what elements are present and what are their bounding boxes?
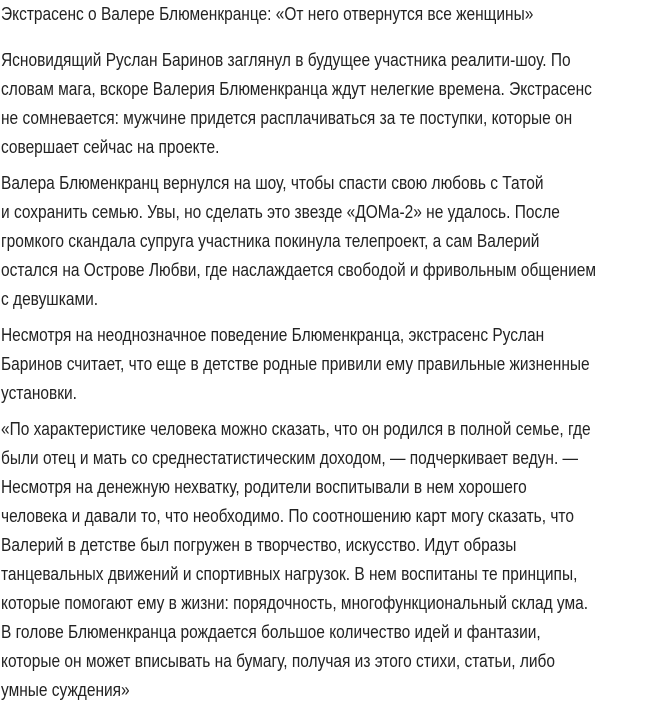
paragraph-line: с девушками. (1, 289, 99, 309)
paragraph-line: В голове Блюменкранца рождается большое количество идей и фантазии, (1, 622, 541, 642)
paragraph-line: Баринов считает, что еще в детстве родные привили ему правильные жизненные (1, 354, 590, 374)
paragraph-line: и сохранить семью. Увы, но сделать это звезде «ДОМа-2» не удалось. После (1, 202, 560, 222)
paragraph-line: не сомневается: мужчине придется расплачиваться за те поступки, которые он (1, 108, 573, 128)
paragraph-line: были отец и мать со среднестатистическим доходом, — подчеркивает ведун. — (1, 448, 579, 468)
paragraph-line: которые он может вписывать на бумагу, получая из этого стихи, статьи, либо (1, 651, 555, 671)
paragraph-line: громкого скандала супруга участника покинула телепроект, а сам Валерий (1, 231, 540, 251)
paragraph-line: совершает сейчас на проекте. (1, 137, 220, 157)
paragraph-line: танцевальных движений и спортивных нагрузок. В нем воспитаны те принципы, (1, 564, 578, 584)
paragraph-line: остался на Острове Любви, где наслаждается свободой и фривольным общением (1, 260, 597, 280)
paragraph-line: Валера Блюменкранц вернулся на шоу, чтобы спасти свою любовь с Татой (1, 173, 544, 193)
paragraph-line: умные суждения» (1, 680, 130, 700)
paragraph-line: Валерий в детстве был погружен в творчество, искусство. Идут образы (1, 535, 517, 555)
paragraph-line: Несмотря на неоднозначное поведение Блюменкранца, экстрасенс Руслан (1, 325, 545, 345)
paragraph-line: Несмотря на денежную нехватку, родители воспитывали в нем хорошего (1, 477, 527, 497)
paragraph-line: словам мага, вскоре Валерия Блюменкранца ждут нелегкие времена. Экстрасенс (1, 79, 592, 99)
paragraph-line: «По характеристике человека можно сказать, что он родился в полной семье, где (1, 419, 591, 439)
paragraph-line: установки. (1, 383, 77, 403)
article-title: Экстрасенс о Валере Блюменкранце: «От него отвернутся все женщины» (1, 4, 534, 24)
paragraph-line: которые помогают ему в жизни: порядочность, многофункциональный склад ума. (1, 593, 589, 613)
paragraph-line: человека и давали то, что необходимо. По соотношению карт могу сказать, что (1, 506, 574, 526)
paragraph-line: Ясновидящий Руслан Баринов заглянул в будущее участника реалити-шоу. По (1, 50, 571, 70)
